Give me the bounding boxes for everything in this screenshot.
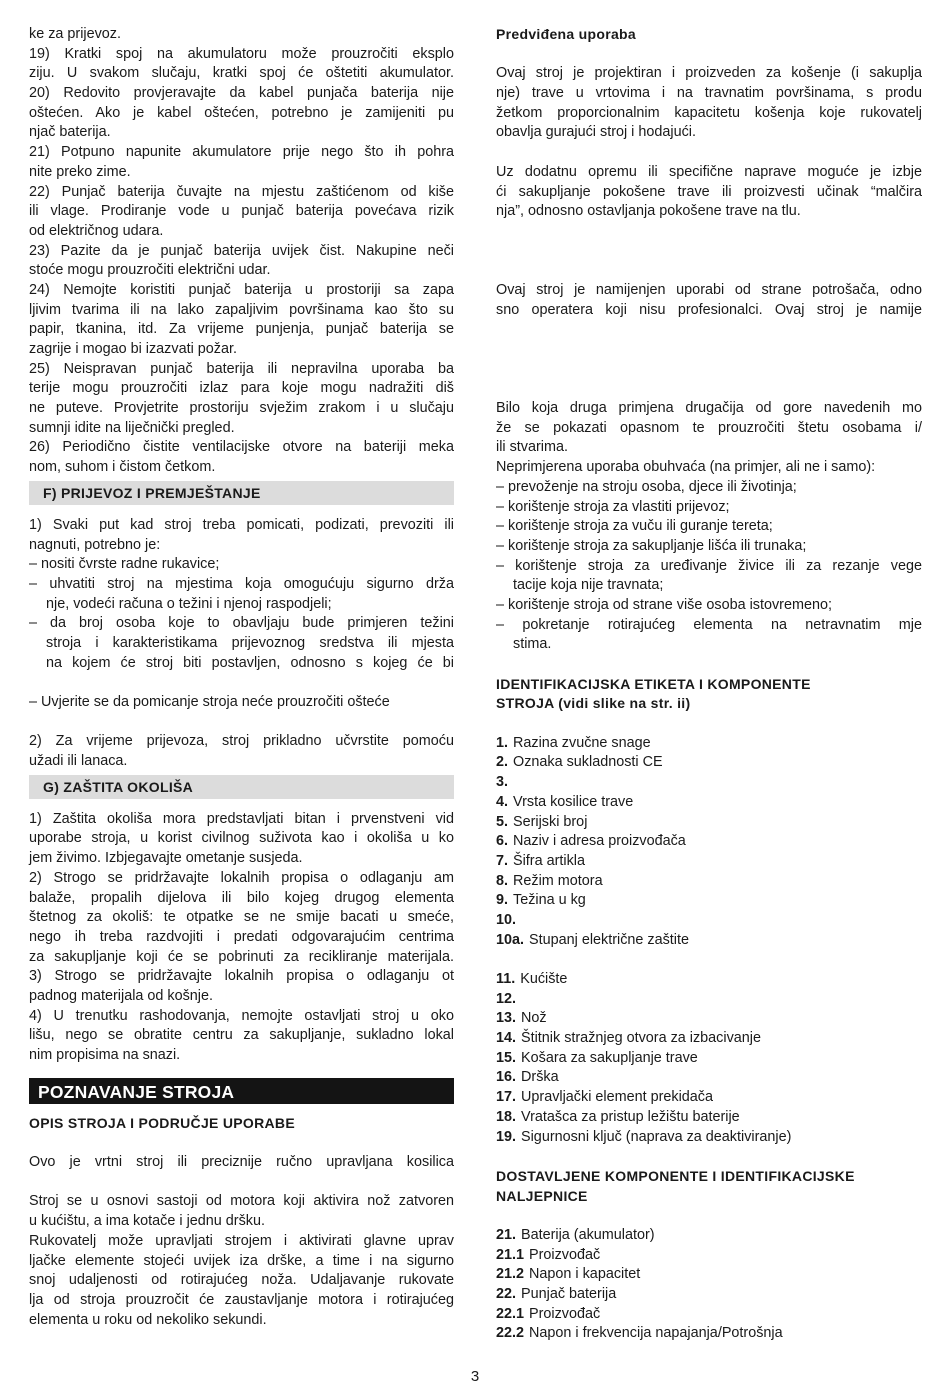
text-line: 1) Zaštita okoliša mora predstavljati bitan i prvenstveni vid [29,810,454,827]
list-item-continued: nje, vodeći računa o težini i njenoj raspodjeli; [46,595,332,612]
list-item [496,753,922,773]
list-item: – korištenje stroja za sakupljanje lišća ili trunaka; [496,537,807,554]
list-item [496,734,922,754]
list-item: – korištenje stroja za vuču ili guranje tereta; [496,518,773,535]
text-line: 25) Neispravan punjač baterija ili nepravilna uporaba ba [29,360,454,377]
item-label: Napon i kapacitet [529,1266,641,1283]
list-item [496,891,922,911]
item-label: Oznaka sukladnosti CE [513,754,663,771]
text-line: že se pokazati opasnom te prouzročiti štetu osobama i/ [496,419,922,436]
item-label: Razina zvučne snage [513,734,651,751]
list-item-continued: stroja i karakteristikama prijevoznog sredstva ili mjesta [46,634,454,651]
text-line: Bilo koja druga primjena drugačija od gore navedenih mo [496,400,922,417]
list-item-continued: tacije koja nije travnata; [513,577,664,594]
text-line: ljačke elemente stojeći uvijek iza drške, a time i na sigurno [29,1252,454,1269]
supplied-components-heading: DOSTAVLJENE KOMPONENTE I IDENTIFIKACIJSKE [496,1167,855,1184]
list-item [496,832,922,852]
item-number: 10a. [496,931,525,948]
list-item: – nositi čvrste radne rukavice; [29,556,220,573]
text-line: užadi ili lanaca. [29,753,128,770]
text-line: 26) Periodično čistite ventilacijske otvore na bateriji meka [29,439,454,456]
supplied-components-heading-line2: NALJEPNICE [496,1187,588,1204]
text-line: 20) Redovito provjeravajte da kabel punjača baterija nije [29,85,454,102]
supplied-components-list [496,1226,922,1344]
text-line: padnog materijala od košnje. [29,987,214,1004]
text-line: snoj udaljenosti od rotirajućeg noža. Udaljavanje rukovate [29,1272,454,1289]
list-item [496,773,922,793]
item-number: 2. [496,754,509,771]
text-line: Ovaj stroj je namijenjen uporabi od strane potrošača, odno [496,281,922,298]
text-line: 1) Svaki put kad stroj treba pomicati, podizati, prevoziti ili [29,516,454,533]
item-label: Štitnik stražnjeg otvora za izbacivanje [521,1030,761,1047]
item-number: 10. [496,911,517,928]
text-line: uporabe stroja, u korist civilnog suživota kao i okoliša u ko [29,830,454,847]
text-line: 2) Za vrijeme prijevoza, stroj prikladno učvrstite pomoću [29,733,454,750]
text-line: nego ih treba razdvojiti i predati odgovarajućim centrima [29,928,454,945]
item-label: Baterija (akumulator) [521,1226,655,1243]
item-number: 13. [496,1010,517,1027]
item-label: Stupanj električne zaštite [529,931,689,948]
text-line: žetkom proporcionalnim kapacitetu košenja koje rukovatelj [496,104,922,121]
item-number: 21.1 [496,1246,525,1263]
text-line: lja od stroja prouzročit će zaustavljanje motora i rotirajućeg [29,1291,454,1308]
text-line: stoće mogu prouzročiti električni udar. [29,262,271,279]
text-line: ne puteve. Provjetrite prostoriju svježim zrakom i u slučaju [29,400,454,417]
text-line: obavlja gurajući stroj i hodajući. [496,124,696,141]
transport-section [29,516,454,772]
text-line: papir, tkanina, itd. Za vrijeme punjenja, punjač baterija se [29,321,454,338]
list-item [496,1246,922,1266]
text-line: Rukovatelj može upravljati strojem i aktivirati glavne uprav [29,1232,454,1249]
item-number: 8. [496,872,509,889]
text-line: sno operatera koji nisu profesionalci. Ovaj stroj je namije [496,301,922,318]
other-use-paragraph [496,399,922,478]
item-number: 22.2 [496,1325,525,1342]
text-line: jem živimo. Izbjegavajte ometanje susjeda. [29,850,303,867]
item-label: Proizvođač [529,1305,601,1322]
text-line: balaže, propalih dijelova ili bilo kojeg drugog elementa [29,889,454,906]
text-line: 22) Punjač baterija čuvajte na mjestu zaštićenom od kiše [29,183,454,200]
text-line: nja”, odnosno ostavljanja pokošene trave na tlu. [496,203,801,220]
item-number: 11. [496,971,516,987]
text-line: 21) Potpuno napunite akumulatore prije nego što ih pohra [29,144,454,161]
item-number: 21.2 [496,1266,525,1283]
list-item: – uhvatiti stroj na mjestima koja omogućuju sigurno drža [29,575,454,592]
item-number: 12. [496,990,517,1007]
left-column [29,25,454,1330]
text-line: nite preko zime. [29,163,131,180]
list-item [496,911,922,931]
consumer-use-paragraph [496,281,922,320]
text-line: ke za prijevoz. [29,26,121,42]
item-number: 22.1 [496,1305,525,1322]
accessories-paragraph [496,163,922,222]
list-item [496,1088,922,1108]
item-label: Punjač baterija [521,1286,617,1302]
list-item [496,990,922,1010]
identification-heading-line2: STROJA (vidi slike na str. ii) [496,695,691,712]
item-number: 22. [496,1286,517,1302]
item-label: Sigurnosni ključ (naprava za deaktiviranje) [521,1128,792,1145]
item-label: Kućište [520,971,568,987]
item-number: 9. [496,892,509,909]
item-number: 16. [496,1069,517,1086]
intended-use-paragraph [496,64,922,143]
item-number: 15. [496,1049,517,1066]
item-number: 6. [496,833,509,850]
item-label: Vrsta kosilice trave [513,793,634,810]
text-line: ili vlage. Prodiranje vode u punjač baterija povećava rizik [29,203,454,220]
subsection-heading-description: OPIS STROJA I PODRUČJE UPORABE [29,1114,295,1131]
item-number: 17. [496,1089,517,1106]
list-item [496,793,922,813]
text-line: ći sakupljanje pokošene trave ili proizvesti učinak “malčira [496,183,922,200]
text-line: Uz dodatnu opremu ili specifične naprave moguće je izbje [496,163,922,180]
section-heading-environment: G) ZAŠTITA OKOLIŠA [29,775,454,799]
text-line: njač baterija. [29,124,111,141]
list-item: – korištenje stroja od strane više osoba istovremeno; [496,596,832,613]
text-line: nom, suhom i čistom četkom. [29,459,216,476]
list-item [496,931,922,951]
item-label: Naziv i adresa proizvođača [513,833,686,850]
list-item: – prevoženje na stroju osoba, djece ili životinja; [496,478,797,495]
text-line: elementa u roku od nekoliko sekundi. [29,1311,267,1328]
text-line: zagrije i mogao bi izazvati požar. [29,341,237,357]
text-line: od električnog udara. [29,222,164,239]
item-label: Nož [521,1010,547,1027]
section-heading-transport: F) PRIJEVOZ I PREMJEŠTANJE [29,481,454,505]
text-line: 4) U trenutku rashodovanja, nemojte ostavljati stroj u oko [29,1007,454,1024]
text-line: ljivim tvarima ili na lako zapaljivim površinama kao što su [29,301,454,318]
item-number: 1. [496,734,509,751]
list-item [496,1265,922,1285]
list-item [496,970,922,990]
list-item [496,1108,922,1128]
page-number: 3 [470,1368,480,1385]
list-item [496,1049,922,1069]
item-label: Drška [521,1069,559,1086]
text-line: sumnji idite na liječnički pregled. [29,419,235,436]
text-line: ziju. U svakom slučaju, kratki spoj će oštetiti akumulator. [29,65,454,82]
list-item [496,1128,922,1148]
item-label: Vratašca za pristup ležištu baterije [521,1108,740,1125]
item-label: Serijski broj [513,813,588,830]
item-number: 4. [496,793,509,810]
list-item: – korištenje stroja za vlastiti prijevoz; [496,498,730,515]
text-line: 24) Nemojte koristiti punjač baterija u prostoriji sa zapa [29,281,454,298]
identification-list [496,734,922,951]
item-label: Šifra artikla [513,852,585,869]
item-label: Težina u kg [513,892,586,909]
text-line: 2) Strogo se pridržavajte lokalnih propisa o odlaganju am [29,869,454,886]
list-item [496,852,922,872]
components-list [496,970,922,1147]
text-line: Stroj se u osnovi sastoji od motora koji aktivira nož zatvoren [29,1193,454,1210]
list-item [496,1009,922,1029]
text-line: Ovo je vrtni stroj ili preciznije ručno upravljana kosilica [29,1154,454,1171]
list-item [496,1324,922,1344]
list-item: – pokretanje rotirajućeg elementa na netravnatim mje [496,616,922,633]
description-paragraph [29,1192,454,1330]
list-item [496,872,922,892]
item-label: Košara za sakupljanje trave [521,1049,698,1066]
item-number: 5. [496,813,509,830]
text-line: lišu, nego se obratite centru za sakupljanje, sukladno lokal [29,1027,454,1044]
list-item [496,813,922,833]
item-label: Proizvođač [529,1246,601,1263]
item-number: 19. [496,1128,517,1145]
text-line: 23) Pazite da je punjač baterija uvijek čist. Nakupine neči [29,242,454,259]
list-item [496,1029,922,1049]
list-item-continued: stima. [513,636,552,653]
text-line: 19) Kratki spoj na akumulatoru može prouzročiti eksplo [29,45,454,62]
list-item: – Uvjerite se da pomicanje stroja neće prouzročiti ošteće [29,694,390,710]
item-number: 14. [496,1030,517,1047]
item-number: 21. [496,1226,517,1243]
text-line: štetnog za okoliš: te otpatke se ne smije bacati u smeće, [29,909,454,926]
list-item-continued: na kojem će stroj biti postavljen, odnosno s kojeg će bi [46,654,454,671]
battery-safety-text [29,25,454,478]
text-line: ili stvarima. [496,439,568,456]
item-label: Režim motora [513,872,603,889]
text-line: u kućištu, a ima kotače i jednu dršku. [29,1213,265,1230]
text-line: nje) trave u vrtovima i na travnatim površinama, s produ [496,85,922,102]
text-line: nim propisima na snazi. [29,1047,181,1063]
item-number: 3. [496,774,509,791]
text-line: oštećen. Ako je kabel oštećen, potrebno je zamijeniti pu [29,104,454,121]
list-item: – korištenje stroja za uređivanje živice ili za rezanje vege [496,557,922,574]
text-line: terije mogu prouzročiti izlaz para koje mogu nadražiti diš [29,380,454,397]
list-item [496,1226,922,1246]
item-label: Upravljački element prekidača [521,1089,713,1106]
text-line: Neprimjerena uporaba obuhvaća (na primjer, ali ne i samo): [496,459,876,476]
text-line: za sakupljanje koji će se pobrinuti za recikliranje materijala. [29,948,454,965]
misuse-list [496,478,922,655]
list-item [496,1068,922,1088]
intended-use-heading: Predviđena uporaba [496,26,636,42]
item-label: Napon i frekvencija napajanja/Potrošnja [529,1325,783,1342]
item-number: 7. [496,852,509,869]
environment-section [29,810,454,1066]
text-line: 3) Strogo se pridržavajte lokalnih propisa o odlaganju ot [29,968,454,985]
list-item [496,1305,922,1325]
text-line: Ovaj stroj je projektiran i proizveden za košenje (i sakuplja [496,65,922,82]
chapter-title: POZNAVANJE STROJA [29,1078,454,1104]
identification-heading: IDENTIFIKACIJSKA ETIKETA I KOMPONENTE [496,675,811,692]
item-number: 18. [496,1108,517,1125]
text-line: nagnuti, potrebno je: [29,536,161,553]
right-column [496,25,922,1344]
list-item: – da broj osoba koje to obavljaju bude primjeren težini [29,615,454,632]
list-item [496,1285,922,1305]
